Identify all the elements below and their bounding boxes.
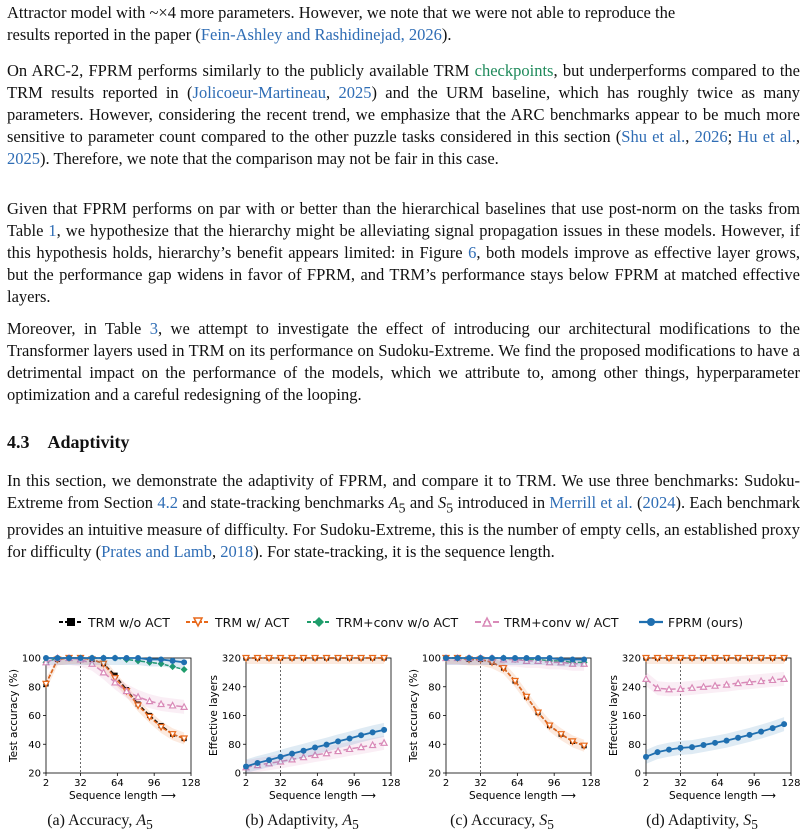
data-point [770, 725, 776, 731]
math-subscript: 5 [398, 500, 406, 516]
paragraph-text: introduced in [453, 493, 550, 512]
caption-text: (a) Accuracy, [47, 812, 137, 829]
paragraph-text: ) and the URM baseline, which has roughly twice as many parameters. However, considering the recent trend, we emphasize that the ARC benchmarks appear to be much more sensitive to parameter count compared to the other puzzle tasks considered in this section ( [7, 83, 800, 146]
data-point [278, 754, 284, 760]
caption-subscript: 5 [547, 817, 554, 833]
caption-a [0, 812, 200, 833]
legend-item-trm-w-act [185, 612, 289, 632]
x-tick-label: 2 [42, 778, 50, 789]
data-point [78, 655, 84, 661]
legend-item-fprm [638, 612, 743, 632]
plot-frame [446, 658, 591, 773]
legend-item-trm-wo-act [58, 612, 170, 632]
series-fprm-ours [43, 655, 187, 669]
data-point [301, 748, 307, 754]
triangle-up-marker-icon [474, 616, 500, 628]
y-tick-label: 20 [428, 768, 441, 780]
paragraph-text: ). Therefore, we note that the comparison may not be fair in this case. [40, 149, 499, 168]
data-point [443, 655, 449, 661]
x-tick-label: 96 [147, 778, 161, 789]
data-point [335, 738, 341, 744]
y-tick-label: 240 [621, 682, 641, 694]
citation-link[interactable]: Merrill et al. [549, 493, 633, 512]
paragraph-2 [7, 60, 800, 170]
x-tick-label: 64 [510, 778, 524, 789]
data-point [170, 658, 176, 664]
paragraph-text: In this section, we demonstrate the adaptivity of FPRM, and compare it to TRM. We use three benchmarks: Sudoku-Extreme from Section [7, 471, 800, 512]
data-point [724, 738, 730, 744]
section-number: 4.3 [7, 432, 30, 452]
paragraph-text: and [405, 493, 438, 512]
series-trm-w-act [443, 656, 587, 752]
y-tick-label: 20 [28, 768, 41, 780]
y-tick-label: 0 [634, 768, 641, 780]
section-heading [7, 432, 148, 453]
circle-marker-icon [638, 616, 664, 628]
y-tick-label: 320 [221, 653, 241, 665]
citation-link[interactable]: Prates and Lamb [101, 542, 212, 562]
data-point [289, 751, 295, 757]
y-tick-label: 100 [21, 653, 41, 665]
chart-adaptivity-a5 [200, 640, 402, 812]
x-tick-label: 128 [781, 778, 801, 789]
x-tick-label: 2 [642, 778, 650, 789]
series-trm-w-act [643, 656, 787, 665]
caption-math: S [539, 812, 548, 829]
x-tick-label: 96 [547, 778, 561, 789]
paragraph-text: , but underperforms compared to the TRM results reported in ( [7, 61, 800, 102]
caption-subscript: 5 [146, 817, 153, 833]
data-point [455, 655, 461, 661]
x-tick-label: 2 [442, 778, 450, 789]
figure-link[interactable]: 6 [468, 243, 477, 262]
data-point [243, 764, 249, 770]
data-point [358, 732, 364, 738]
x-tick-label: 32 [474, 778, 487, 789]
legend-label: TRM+conv w/o ACT [336, 614, 459, 630]
x-tick-label: 32 [274, 778, 287, 789]
data-point [255, 760, 261, 766]
chart-accuracy-s5 [400, 640, 602, 812]
y-tick-label: 40 [28, 739, 41, 751]
table-link[interactable]: 1 [48, 221, 57, 240]
caption-text: (b) Adaptivity, [245, 812, 343, 829]
y-tick-label: 80 [428, 682, 441, 694]
data-point [512, 655, 518, 661]
legend-label: TRM w/o ACT [88, 614, 170, 630]
diamond-marker-icon [306, 616, 332, 628]
data-point [466, 655, 472, 661]
series-fprm-ours [643, 717, 787, 764]
data-point [781, 721, 787, 727]
paragraph-text: Given that FPRM performs on par with or better than the hierarchical baselines that use post-norm on the tasks from Table [7, 199, 800, 240]
legend-label: TRM w/ ACT [215, 614, 290, 630]
paragraph-text: , [795, 127, 801, 146]
x-tick-label: 64 [310, 778, 324, 789]
series-trm-conv-w-act [643, 672, 787, 696]
caption-text: (d) Adaptivity, [646, 812, 744, 829]
paragraph-text: , both models improve as effective layer grows, but the performance gap widens in favor of FPRM, and TRM’s performance stays below FPRM at matched effective layers. [7, 243, 800, 306]
series-fprm-ours [443, 655, 587, 666]
data-point [181, 659, 187, 665]
y-tick-label: 240 [221, 682, 241, 694]
data-point [747, 732, 753, 738]
x-tick-label: 96 [347, 778, 361, 789]
data-point [547, 655, 553, 661]
caption-text: (c) Accuracy, [450, 812, 540, 829]
data-point [43, 655, 49, 661]
y-tick-label: 160 [221, 711, 241, 722]
x-tick-label: 2 [242, 778, 250, 789]
paragraph-text: results reported in the paper ( [7, 25, 201, 44]
x-tick-label: 32 [74, 778, 87, 789]
data-point [158, 656, 164, 662]
data-point [535, 655, 541, 661]
data-point [758, 729, 764, 735]
caption-subscript: 5 [352, 817, 359, 833]
caption-b [202, 812, 402, 833]
x-tick-label: 32 [674, 778, 687, 789]
data-point [370, 729, 376, 735]
citation-link[interactable]: 2025 [338, 83, 372, 102]
data-point [501, 655, 507, 661]
paragraph-text: ). Each benchmark provides an intuitive measure of difficulty. For Sudoku-Extreme, this is the number of empty cells, an established proxy for difficulty ( [7, 493, 800, 562]
legend-label: FPRM (ours) [668, 614, 744, 630]
paragraph-text: On ARC-2, FPRM performs similarly to the publicly available TRM [7, 61, 475, 80]
series-band [446, 658, 584, 752]
data-point [312, 744, 318, 750]
data-point [655, 749, 661, 755]
data-point [66, 655, 72, 661]
caption-c [402, 812, 602, 833]
y-axis-label: Test accuracy (%) [408, 669, 420, 762]
math-subscript: 5 [446, 500, 454, 516]
x-tick-label: 128 [381, 778, 401, 789]
paragraph-text: ( [632, 493, 643, 512]
paragraph-5 [7, 470, 800, 563]
y-tick-label: 80 [28, 682, 41, 694]
citation-link[interactable]: Hu et al. [737, 127, 796, 146]
y-tick-label: 160 [621, 711, 641, 722]
data-point [112, 655, 118, 661]
math-symbol: A [388, 493, 399, 512]
y-tick-label: 0 [234, 768, 241, 780]
y-tick-label: 60 [28, 711, 41, 722]
paragraph-text: ). [441, 25, 452, 44]
chart-accuracy-a5 [0, 640, 202, 812]
y-tick-label: 100 [421, 653, 441, 665]
data-point [735, 735, 741, 741]
citation-link[interactable]: 2026 [694, 127, 728, 146]
x-tick-label: 64 [110, 778, 124, 789]
data-point [581, 656, 587, 662]
math-symbol: S [437, 493, 447, 512]
y-tick-label: 40 [428, 739, 441, 751]
paragraph-1 [7, 2, 800, 46]
paragraph-text: ; [727, 127, 738, 146]
caption-math: A [342, 812, 353, 829]
paragraph-text: , we attempt to investigate the effect of introducing our architectural modifications to the Transformer layers used in TRM on its performance on Sudoku-Extreme. We find the proposed modifications to have a detrimental impact on the performance of the models, which we attribute to, among other things, hyperparameter optimization and a careful redesigning of the looping. [7, 319, 800, 404]
data-point [666, 747, 672, 753]
y-axis-label: Effective layers [208, 675, 220, 756]
x-axis-label: Sequence length ⟶ [69, 790, 176, 802]
x-axis-label: Sequence length ⟶ [669, 790, 776, 802]
x-tick-label: 96 [747, 778, 761, 789]
data-point [701, 742, 707, 748]
data-point [55, 655, 61, 661]
data-point [147, 656, 153, 662]
section-title: Adaptivity [47, 432, 130, 452]
x-tick-label: 128 [181, 778, 201, 789]
y-tick-label: 320 [621, 653, 641, 665]
y-tick-label: 80 [628, 739, 641, 751]
citation-link[interactable]: 2024 [642, 493, 676, 512]
paragraph-text: and state-tracking benchmarks [178, 493, 389, 512]
citation-link[interactable]: Fein-Ashley and Rashidinejad, 2026 [200, 25, 442, 44]
section-link[interactable]: 4.2 [157, 493, 178, 512]
paragraph-text: , [211, 542, 221, 562]
paragraph-4 [7, 318, 800, 406]
citation-link[interactable]: Shu et al. [621, 127, 686, 146]
data-point [347, 736, 353, 742]
data-point [324, 742, 330, 748]
data-point [124, 655, 130, 661]
paragraph-text: Moreover, in Table [7, 319, 150, 338]
paragraph-text: , we hypothesize that the hierarchy might be alleviating signal propagation issues in these models. However, if this hypothesis holds, hierarchy’s benefit appears limited: in Figure [7, 221, 800, 262]
y-axis-label: Test accuracy (%) [8, 669, 20, 762]
caption-math: S [743, 812, 752, 829]
y-tick-label: 60 [428, 711, 441, 722]
chart-adaptivity-s5 [600, 640, 802, 812]
y-axis-label: Effective layers [608, 675, 620, 756]
checkpoints-link[interactable]: checkpoints [474, 61, 554, 80]
citation-link[interactable]: 2025 [7, 149, 40, 168]
x-tick-label: 64 [710, 778, 724, 789]
data-point [489, 655, 495, 661]
paragraph-text: , [325, 83, 339, 102]
caption-subscript: 5 [751, 817, 758, 833]
data-point [381, 727, 387, 733]
citation-link[interactable]: 2018 [220, 542, 254, 562]
legend-item-trmconv-wo-act [306, 612, 458, 632]
data-point [266, 757, 272, 763]
table-link[interactable]: 3 [149, 319, 158, 338]
data-point [558, 656, 564, 662]
y-tick-label: 80 [228, 739, 241, 751]
caption-d [602, 812, 802, 833]
series-trm-w-act [243, 656, 387, 665]
data-point [689, 744, 695, 750]
data-point [570, 656, 576, 662]
legend-item-trmconv-w-act [474, 612, 619, 632]
figure-legend [0, 612, 808, 632]
data-point [712, 740, 718, 746]
triangle-down-marker-icon [185, 616, 211, 628]
data-point [643, 754, 649, 760]
paragraph-3 [7, 198, 800, 308]
data-point [89, 655, 95, 661]
square-marker-icon [58, 616, 84, 628]
paragraph-text: , [685, 127, 695, 146]
paragraph-text: ). For state-tracking, it is the sequence length. [253, 542, 555, 562]
data-point [678, 745, 684, 751]
x-tick-label: 128 [581, 778, 601, 789]
x-axis-label: Sequence length ⟶ [269, 790, 376, 802]
data-point [478, 655, 484, 661]
citation-link[interactable]: Jolicoeur-Martineau [192, 83, 326, 102]
data-point [101, 655, 107, 661]
x-axis-label: Sequence length ⟶ [469, 790, 576, 802]
paragraph-text: Attractor model with ~×4 more parameters. However, we note that we were not able to reproduce the [7, 3, 676, 22]
caption-math: A [136, 812, 147, 829]
data-point [524, 655, 530, 661]
data-point [135, 655, 141, 661]
legend-label: TRM+conv w/ ACT [504, 614, 619, 630]
